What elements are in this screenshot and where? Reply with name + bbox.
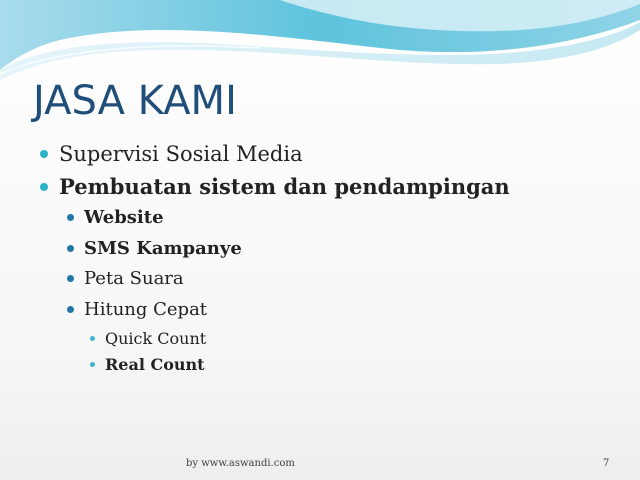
bullet-icon [67,275,74,282]
bullet-text: Quick Count [105,329,207,348]
bullet-icon [67,306,74,313]
bullet-text: Pembuatan sistem dan pendampingan [59,174,510,199]
sub-bullet-item [67,207,164,228]
sub-sub-bullet-item [90,355,205,374]
bullet-item [40,142,303,166]
bullet-text: Peta Suara [84,268,184,289]
bullet-text: Real Count [105,355,205,374]
page-number: 7 [603,458,610,469]
bullet-icon [67,245,74,252]
header-wave-decoration [0,0,640,80]
bullet-item [40,174,510,199]
bullet-text: SMS Kampanye [84,238,242,259]
bullet-icon [90,336,95,341]
bullet-text: Supervisi Sosial Media [59,142,303,166]
bullet-text: Website [84,207,164,228]
sub-bullet-item [67,299,207,320]
slide-title: JASA KAMI [33,78,237,124]
bullet-icon [40,150,48,158]
bullet-icon [40,183,48,191]
footer-credit: by www.aswandi.com [186,458,295,469]
bullet-text: Hitung Cepat [84,299,208,320]
sub-bullet-item [67,268,184,289]
bullet-icon [67,214,74,221]
bullet-icon [90,362,95,367]
sub-sub-bullet-item [90,329,206,348]
sub-bullet-item [67,238,242,259]
